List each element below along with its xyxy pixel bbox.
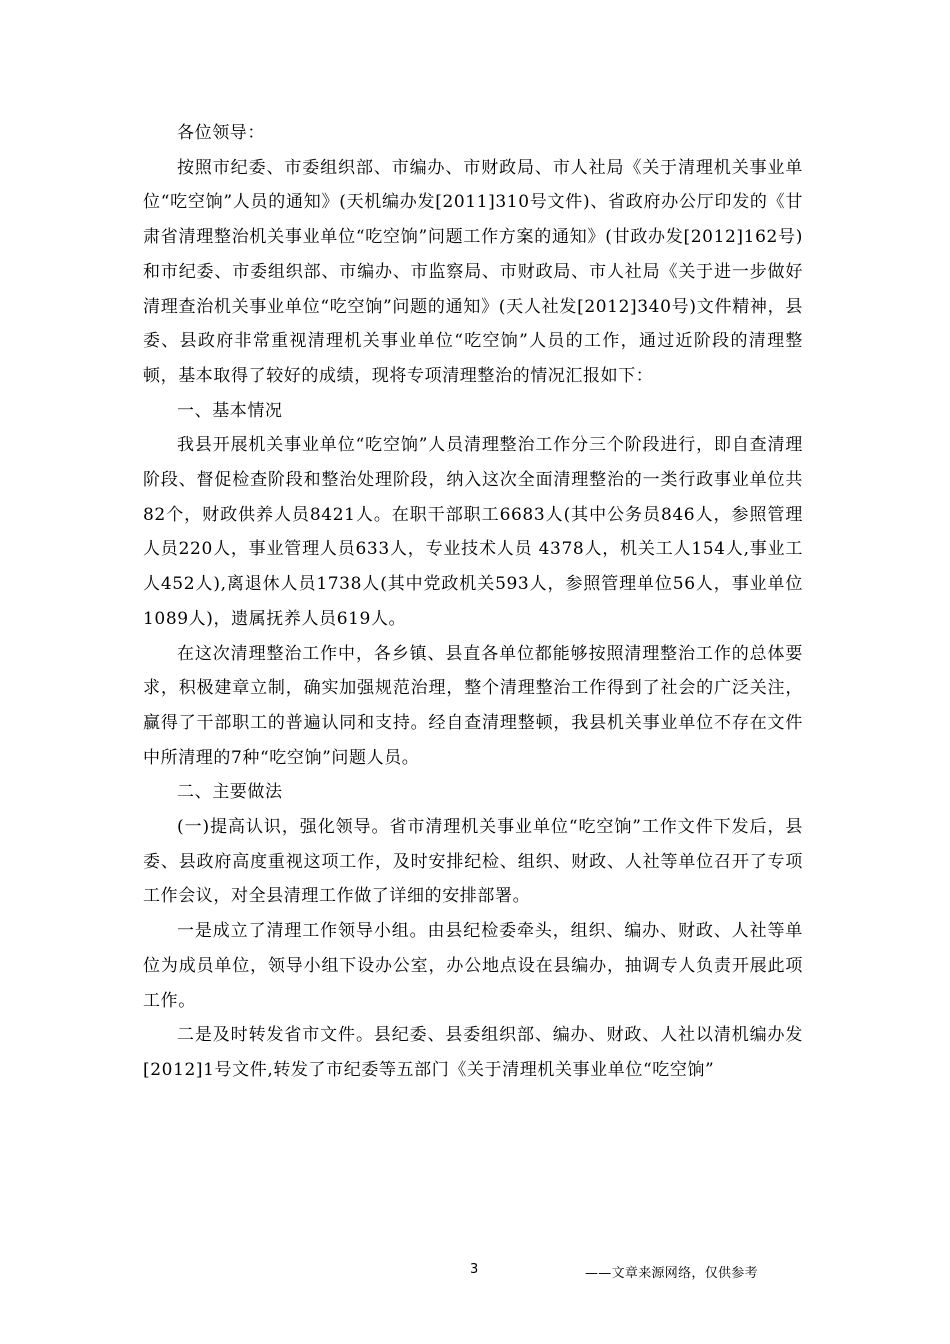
practice-1b-paragraph: 二是及时转发省市文件。县纪委、县委组织部、编办、财政、人社以清机编办发[2012]1号文件,转发了市纪委等五部门《关于清理机关事业单位“吃空饷” <box>143 1025 803 1080</box>
cleanup-result-paragraph: 在这次清理整治工作中，各乡镇、县直各单位都能够按照清理整治工作的总体要求，积极建章立制，确实加强规范治理，整个清理整治工作得到了社会的广泛关注，赢得了干部职工的普遍认同和支持。经自查清理整顿，我县机关事业单位不存在文件中所清理的7种“吃空饷”问题人员。 <box>143 643 803 768</box>
practice-1-paragraph: (一)提高认识，强化领导。省市清理机关事业单位“吃空饷”工作文件下发后，县委、县政府高度重视这项工作，及时安排纪检、组织、财政、人社等单位召开了专项工作会议，对全县清理工作做了详细的安排部署。 <box>143 817 803 907</box>
basic-situation-paragraph: 我县开展机关事业单位“吃空饷”人员清理整治工作分三个阶段进行，即自查清理阶段、督促检查阶段和整治处理阶段，纳入这次全面清理整治的一类行政事业单位共82个，财政供养人员8421人。在职干部职工6683人(其中公务员846人，参照管理人员220人，事业管理人员633人，专业技术人员 4378人，机关工人154人,事业工人452人),离退休人员1738人(其中党政机关593人，参照管理单位56人，事业单位1089人)，遗属抚养人员619人。 <box>143 435 803 629</box>
section-heading-main-practices: 二、主要做法 <box>177 782 283 803</box>
page-number: 3 <box>470 1262 479 1277</box>
page-footer <box>0 1262 950 1286</box>
practice-1a-paragraph: 一是成立了清理工作领导小组。由县纪检委牵头，组织、编办、财政、人社等单位为成员单位，领导小组下设办公室，办公地点设在县编办，抽调专人负责开展此项工作。 <box>143 921 803 1011</box>
section-heading-basic-situation: 一、基本情况 <box>177 400 283 421</box>
source-note: ——文章来源网络，仅供参考 <box>585 1266 758 1281</box>
document-body <box>143 116 803 1088</box>
salutation: 各位领导： <box>177 123 265 143</box>
intro-paragraph: 按照市纪委、市委组织部、市编办、市财政局、市人社局《关于清理机关事业单位“吃空饷”人员的通知》(天机编办发[2011]310号文件)、省政府办公厅印发的《甘肃省清理整治机关事业单位“吃空饷”问题工作方案的通知》(甘政办发[2012]162号)和市纪委、市委组织部、市编办、市监察局、市财政局、市人社局《关于进一步做好清理查治机关事业单位“吃空饷”问题的通知》(天人社发[2012]340号)文件精神，县委、县政府非常重视清理机关事业单位“吃空饷”人员的工作，通过近阶段的清理整顿，基本取得了较好的成绩，现将专项清理整治的情况汇报如下： <box>143 157 803 386</box>
